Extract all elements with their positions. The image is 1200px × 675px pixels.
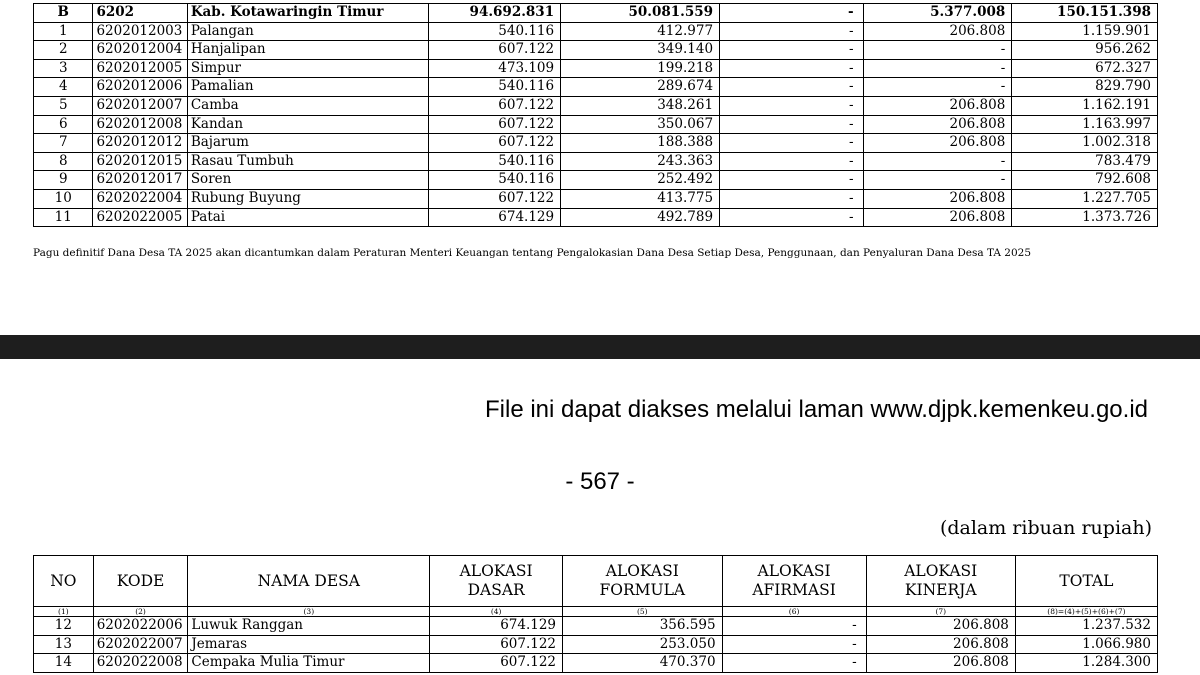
cell-nama-desa: Hanjalipan xyxy=(187,41,428,60)
cell-alokasi-kinerja: - xyxy=(863,59,1012,78)
summary-row xyxy=(34,4,1158,23)
cell-alokasi-formula: 356.595 xyxy=(563,617,723,636)
cell-no: 13 xyxy=(34,635,94,654)
cell-alokasi-formula: 470.370 xyxy=(563,654,723,673)
cell-no: 11 xyxy=(34,208,93,227)
cell-alokasi-formula: 412.977 xyxy=(561,22,720,41)
table-row xyxy=(34,78,1158,97)
cell-kode: 6202022006 xyxy=(93,617,188,636)
cell-alokasi-formula: 492.789 xyxy=(561,208,720,227)
cell-alokasi-afirmasi: - xyxy=(720,152,864,171)
cell-total: 1.066.980 xyxy=(1015,635,1157,654)
cell-alokasi-afirmasi: - xyxy=(720,115,864,134)
cell-alokasi-dasar: 540.116 xyxy=(428,171,560,190)
cell-alokasi-formula: 50.081.559 xyxy=(561,4,720,23)
cell-alokasi-afirmasi: - xyxy=(720,22,864,41)
cell-alokasi-dasar: 674.129 xyxy=(430,617,563,636)
cell-alokasi-afirmasi: - xyxy=(720,208,864,227)
cell-kode: 6202022004 xyxy=(93,189,187,208)
index-no: (1) xyxy=(34,607,94,617)
cell-no: 9 xyxy=(34,171,93,190)
table-row xyxy=(34,654,1158,673)
index-nama: (3) xyxy=(188,607,430,617)
cell-alokasi-formula: 413.775 xyxy=(561,189,720,208)
cell-no: 10 xyxy=(34,189,93,208)
cell-no: 12 xyxy=(34,617,94,636)
cell-alokasi-dasar: 473.109 xyxy=(428,59,560,78)
footnote: Pagu definitif Dana Desa TA 2025 akan dicantumkan dalam Peraturan Menteri Keuangan tentang Pengalokasian Dana Desa Setiap Desa, Penggunaan, dan Penyaluran Dana Desa TA 2025 xyxy=(33,247,1032,259)
cell-kode: 6202012004 xyxy=(93,41,187,60)
cell-total: 792.608 xyxy=(1012,171,1158,190)
cell-no: 2 xyxy=(34,41,93,60)
cell-alokasi-kinerja: 5.377.008 xyxy=(863,4,1012,23)
cell-alokasi-dasar: 607.122 xyxy=(428,96,560,115)
cell-nama-desa: Palangan xyxy=(187,22,428,41)
cell-kode: 6202012015 xyxy=(93,152,187,171)
cell-alokasi-dasar: 540.116 xyxy=(428,78,560,97)
table-row xyxy=(34,22,1158,41)
index-afirmasi: (6) xyxy=(722,607,866,617)
cell-alokasi-dasar: 607.122 xyxy=(430,654,563,673)
header-alokasi-afirmasi: ALOKASI AFIRMASI xyxy=(722,556,866,607)
header-nama-desa: NAMA DESA xyxy=(188,556,430,607)
cell-alokasi-kinerja: 206.808 xyxy=(863,189,1012,208)
cell-alokasi-dasar: 674.129 xyxy=(428,208,560,227)
cell-total: 1.237.532 xyxy=(1015,617,1157,636)
cell-alokasi-formula: 289.674 xyxy=(561,78,720,97)
cell-nama-desa: Simpur xyxy=(187,59,428,78)
cell-alokasi-kinerja: 206.808 xyxy=(863,22,1012,41)
cell-alokasi-kinerja: - xyxy=(863,41,1012,60)
access-url-note: File ini dapat diakses melalui laman www.djpk.kemenkeu.go.id xyxy=(485,396,1148,423)
table-row xyxy=(34,96,1158,115)
cell-no: 7 xyxy=(34,134,93,153)
cell-nama-desa: Kab. Kotawaringin Timur xyxy=(187,4,428,23)
cell-alokasi-afirmasi: - xyxy=(722,617,866,636)
index-kinerja: (7) xyxy=(866,607,1015,617)
cell-total: 1.002.318 xyxy=(1012,134,1158,153)
cell-alokasi-kinerja: 206.808 xyxy=(866,654,1015,673)
cell-total: 150.151.398 xyxy=(1012,4,1158,23)
cell-alokasi-dasar: 607.122 xyxy=(430,635,563,654)
cell-alokasi-afirmasi: - xyxy=(720,78,864,97)
table-row xyxy=(34,134,1158,153)
table-row xyxy=(34,59,1158,78)
cell-kode: 6202 xyxy=(93,4,187,23)
index-kode: (2) xyxy=(93,607,188,617)
column-index-row xyxy=(34,607,1158,617)
cell-kode: 6202022007 xyxy=(93,635,188,654)
cell-kode: 6202012003 xyxy=(93,22,187,41)
cell-no: B xyxy=(34,4,93,23)
cell-alokasi-kinerja: 206.808 xyxy=(863,115,1012,134)
cell-alokasi-formula: 253.050 xyxy=(563,635,723,654)
cell-alokasi-formula: 350.067 xyxy=(561,115,720,134)
header-no: NO xyxy=(34,556,94,607)
header-row xyxy=(34,556,1158,607)
table-row xyxy=(34,41,1158,60)
cell-no: 8 xyxy=(34,152,93,171)
allocation-table-top-body xyxy=(34,4,1158,227)
cell-total: 672.327 xyxy=(1012,59,1158,78)
cell-alokasi-kinerja: - xyxy=(863,78,1012,97)
cell-kode: 6202012017 xyxy=(93,171,187,190)
cell-alokasi-dasar: 540.116 xyxy=(428,22,560,41)
allocation-table-bottom-body xyxy=(34,617,1158,673)
cell-total: 783.479 xyxy=(1012,152,1158,171)
cell-kode: 6202022008 xyxy=(93,654,188,673)
cell-total: 1.159.901 xyxy=(1012,22,1158,41)
table-row xyxy=(34,635,1158,654)
cell-no: 4 xyxy=(34,78,93,97)
cell-alokasi-afirmasi: - xyxy=(720,41,864,60)
cell-alokasi-kinerja: 206.808 xyxy=(863,96,1012,115)
cell-alokasi-formula: 348.261 xyxy=(561,96,720,115)
cell-alokasi-kinerja: 206.808 xyxy=(863,208,1012,227)
header-alokasi-dasar: ALOKASI DASAR xyxy=(430,556,563,607)
cell-nama-desa: Bajarum xyxy=(187,134,428,153)
cell-total: 1.162.191 xyxy=(1012,96,1158,115)
cell-alokasi-dasar: 607.122 xyxy=(428,189,560,208)
cell-total: 956.262 xyxy=(1012,41,1158,60)
cell-alokasi-formula: 243.363 xyxy=(561,152,720,171)
cell-kode: 6202012008 xyxy=(93,115,187,134)
cell-alokasi-formula: 188.388 xyxy=(561,134,720,153)
cell-alokasi-formula: 252.492 xyxy=(561,171,720,190)
cell-alokasi-formula: 199.218 xyxy=(561,59,720,78)
table-row xyxy=(34,189,1158,208)
cell-total: 1.373.726 xyxy=(1012,208,1158,227)
allocation-table-bottom xyxy=(33,555,1158,673)
cell-nama-desa: Luwuk Ranggan xyxy=(188,617,430,636)
cell-alokasi-formula: 349.140 xyxy=(561,41,720,60)
index-total: (8)=(4)+(5)+(6)+(7) xyxy=(1015,607,1157,617)
header-alokasi-formula: ALOKASI FORMULA xyxy=(563,556,723,607)
cell-total: 1.227.705 xyxy=(1012,189,1158,208)
cell-kode: 6202022005 xyxy=(93,208,187,227)
cell-nama-desa: Jemaras xyxy=(188,635,430,654)
allocation-table-top xyxy=(33,3,1158,227)
cell-no: 1 xyxy=(34,22,93,41)
cell-alokasi-dasar: 94.692.831 xyxy=(428,4,560,23)
table-row xyxy=(34,208,1158,227)
cell-total: 1.284.300 xyxy=(1015,654,1157,673)
cell-nama-desa: Rubung Buyung xyxy=(187,189,428,208)
cell-nama-desa: Patai xyxy=(187,208,428,227)
cell-alokasi-afirmasi: - xyxy=(720,4,864,23)
cell-nama-desa: Pamalian xyxy=(187,78,428,97)
cell-alokasi-afirmasi: - xyxy=(720,59,864,78)
cell-alokasi-afirmasi: - xyxy=(720,134,864,153)
cell-nama-desa: Soren xyxy=(187,171,428,190)
cell-nama-desa: Camba xyxy=(187,96,428,115)
cell-alokasi-dasar: 607.122 xyxy=(428,41,560,60)
cell-total: 1.163.997 xyxy=(1012,115,1158,134)
cell-alokasi-dasar: 540.116 xyxy=(428,152,560,171)
cell-alokasi-afirmasi: - xyxy=(722,654,866,673)
cell-kode: 6202012006 xyxy=(93,78,187,97)
table-row xyxy=(34,617,1158,636)
cell-no: 5 xyxy=(34,96,93,115)
table-row xyxy=(34,171,1158,190)
cell-no: 3 xyxy=(34,59,93,78)
cell-nama-desa: Kandan xyxy=(187,115,428,134)
cell-alokasi-afirmasi: - xyxy=(720,96,864,115)
cell-alokasi-kinerja: - xyxy=(863,152,1012,171)
cell-alokasi-afirmasi: - xyxy=(720,189,864,208)
cell-alokasi-kinerja: 206.808 xyxy=(863,134,1012,153)
cell-kode: 6202012012 xyxy=(93,134,187,153)
table-row xyxy=(34,115,1158,134)
cell-no: 6 xyxy=(34,115,93,134)
cell-no: 14 xyxy=(34,654,94,673)
cell-alokasi-afirmasi: - xyxy=(722,635,866,654)
cell-alokasi-kinerja: 206.808 xyxy=(866,635,1015,654)
cell-nama-desa: Rasau Tumbuh xyxy=(187,152,428,171)
cell-kode: 6202012005 xyxy=(93,59,187,78)
cell-total: 829.790 xyxy=(1012,78,1158,97)
cell-alokasi-kinerja: 206.808 xyxy=(866,617,1015,636)
index-dasar: (4) xyxy=(430,607,563,617)
cell-kode: 6202012007 xyxy=(93,96,187,115)
page-number: - 567 - xyxy=(565,468,635,495)
header-kode: KODE xyxy=(93,556,188,607)
page-separator xyxy=(0,335,1200,359)
unit-note: (dalam ribuan rupiah) xyxy=(939,517,1152,539)
cell-nama-desa: Cempaka Mulia Timur xyxy=(188,654,430,673)
cell-alokasi-dasar: 607.122 xyxy=(428,115,560,134)
cell-alokasi-dasar: 607.122 xyxy=(428,134,560,153)
header-alokasi-kinerja: ALOKASI KINERJA xyxy=(866,556,1015,607)
header-total: TOTAL xyxy=(1015,556,1157,607)
index-formula: (5) xyxy=(563,607,723,617)
table-row xyxy=(34,152,1158,171)
cell-alokasi-afirmasi: - xyxy=(720,171,864,190)
cell-alokasi-kinerja: - xyxy=(863,171,1012,190)
